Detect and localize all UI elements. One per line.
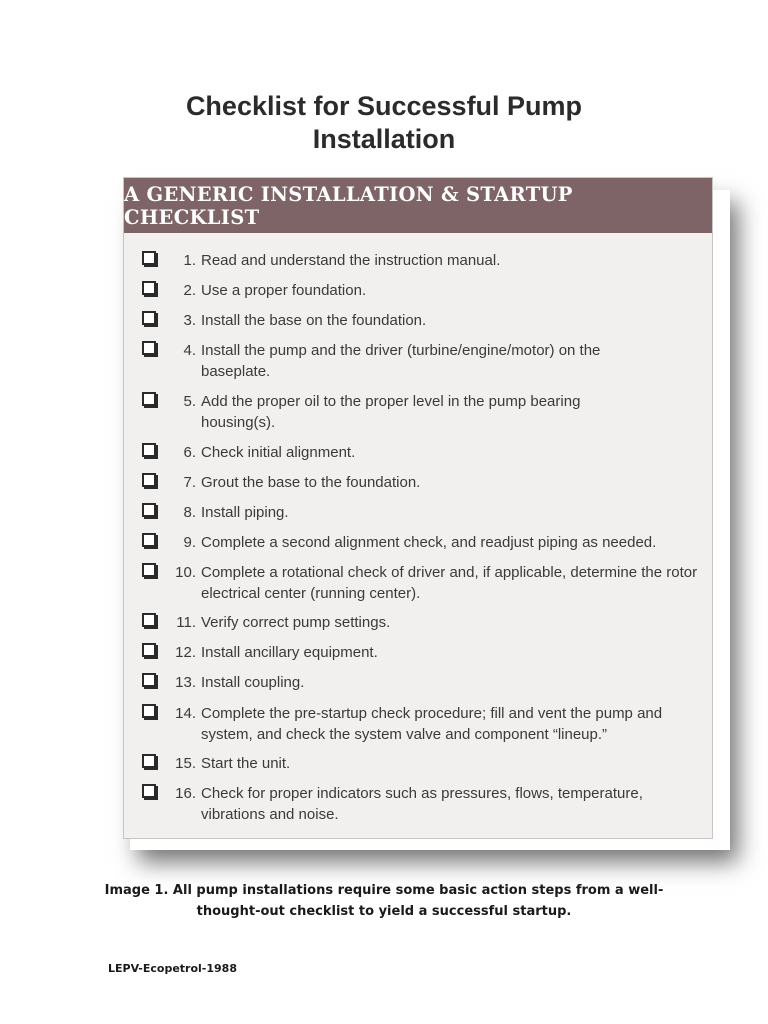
item-text: Install the base on the foundation. bbox=[201, 312, 427, 329]
checkbox-12[interactable] bbox=[142, 643, 156, 657]
item-number: 1. bbox=[183, 252, 196, 269]
checklist-item-11 bbox=[142, 612, 702, 633]
checklist-header: A GENERIC INSTALLATION & STARTUP CHECKLIST bbox=[124, 178, 712, 233]
caption-line-2: thought-out checklist to yield a successful startup. bbox=[196, 904, 572, 919]
item-number: 14. bbox=[175, 705, 196, 722]
item-text: Complete a rotational check of driver and, if applicable, determine the rotor electrical center (running center). bbox=[201, 564, 698, 602]
footer-document-code: LEPV-Ecopetrol-1988 bbox=[108, 962, 237, 975]
item-text: Install ancillary equipment. bbox=[201, 644, 378, 661]
item-number: 7. bbox=[183, 474, 196, 491]
checkbox-3[interactable] bbox=[142, 311, 156, 325]
checkbox-9[interactable] bbox=[142, 533, 156, 547]
item-number: 3. bbox=[183, 312, 196, 329]
item-text: Check for proper indicators such as pressures, flows, temperature, vibrations and noise. bbox=[201, 785, 643, 823]
checklist-item-10 bbox=[142, 562, 702, 604]
item-number: 5. bbox=[183, 393, 196, 410]
checkbox-11[interactable] bbox=[142, 613, 156, 627]
item-text: Complete a second alignment check, and readjust piping as needed. bbox=[201, 534, 657, 551]
checkbox-6[interactable] bbox=[142, 443, 156, 457]
item-text: Install coupling. bbox=[201, 674, 305, 691]
checklist-item-4 bbox=[142, 340, 702, 382]
checklist-item-8 bbox=[142, 502, 702, 523]
checklist-item-14 bbox=[142, 703, 702, 745]
checklist-item-13 bbox=[142, 672, 702, 693]
checkbox-4[interactable] bbox=[142, 341, 156, 355]
item-number: 10. bbox=[175, 564, 196, 581]
checkbox-1[interactable] bbox=[142, 251, 156, 265]
checkbox-8[interactable] bbox=[142, 503, 156, 517]
item-text: Complete the pre-startup check procedure; fill and vent the pump and system, and check the system valve and component “lineup.” bbox=[201, 705, 663, 743]
item-text: Read and understand the instruction manual. bbox=[201, 252, 501, 269]
checklist-item-6 bbox=[142, 442, 702, 463]
item-number: 9. bbox=[183, 534, 196, 551]
checkbox-14[interactable] bbox=[142, 704, 156, 718]
checkbox-5[interactable] bbox=[142, 392, 156, 406]
item-number: 13. bbox=[175, 674, 196, 691]
image-caption bbox=[0, 880, 768, 922]
item-text: Start the unit. bbox=[201, 755, 291, 772]
item-text: Verify correct pump settings. bbox=[201, 614, 391, 631]
checklist-item-2 bbox=[142, 280, 702, 301]
checkbox-10[interactable] bbox=[142, 563, 156, 577]
item-text: Install the pump and the driver (turbine/engine/motor) on the baseplate. bbox=[201, 342, 601, 380]
item-number: 6. bbox=[183, 444, 196, 461]
item-number: 16. bbox=[175, 785, 196, 802]
checklist-item-9 bbox=[142, 532, 702, 553]
checklist-item-12 bbox=[142, 642, 702, 663]
item-number: 4. bbox=[183, 342, 196, 359]
checkbox-7[interactable] bbox=[142, 473, 156, 487]
item-number: 2. bbox=[183, 282, 196, 299]
checklist-item-7 bbox=[142, 472, 702, 493]
checklist-item-16 bbox=[142, 783, 702, 825]
item-text: Use a proper foundation. bbox=[201, 282, 367, 299]
item-number: 8. bbox=[183, 504, 196, 521]
item-text: Grout the base to the foundation. bbox=[201, 474, 421, 491]
page-title-line-2: Installation bbox=[312, 124, 456, 154]
checklist-item-15 bbox=[142, 753, 702, 774]
checklist-item-5 bbox=[142, 391, 702, 433]
page-title bbox=[0, 90, 768, 156]
caption-line-1: Image 1. All pump installations require some basic action steps from a well- bbox=[104, 883, 664, 898]
checkbox-2[interactable] bbox=[142, 281, 156, 295]
item-number: 12. bbox=[175, 644, 196, 661]
item-number: 15. bbox=[175, 755, 196, 772]
item-text: Install piping. bbox=[201, 504, 289, 521]
item-number: 11. bbox=[176, 614, 196, 631]
item-text: Check initial alignment. bbox=[201, 444, 356, 461]
checkbox-13[interactable] bbox=[142, 673, 156, 687]
page-title-line-1: Checklist for Successful Pump bbox=[185, 91, 583, 121]
checklist-card bbox=[123, 177, 713, 839]
checkbox-16[interactable] bbox=[142, 784, 156, 798]
checklist-item-3 bbox=[142, 310, 702, 331]
item-text: Add the proper oil to the proper level in the pump bearing housing(s). bbox=[201, 393, 581, 431]
checklist-item-1 bbox=[142, 250, 702, 271]
checkbox-15[interactable] bbox=[142, 754, 156, 768]
